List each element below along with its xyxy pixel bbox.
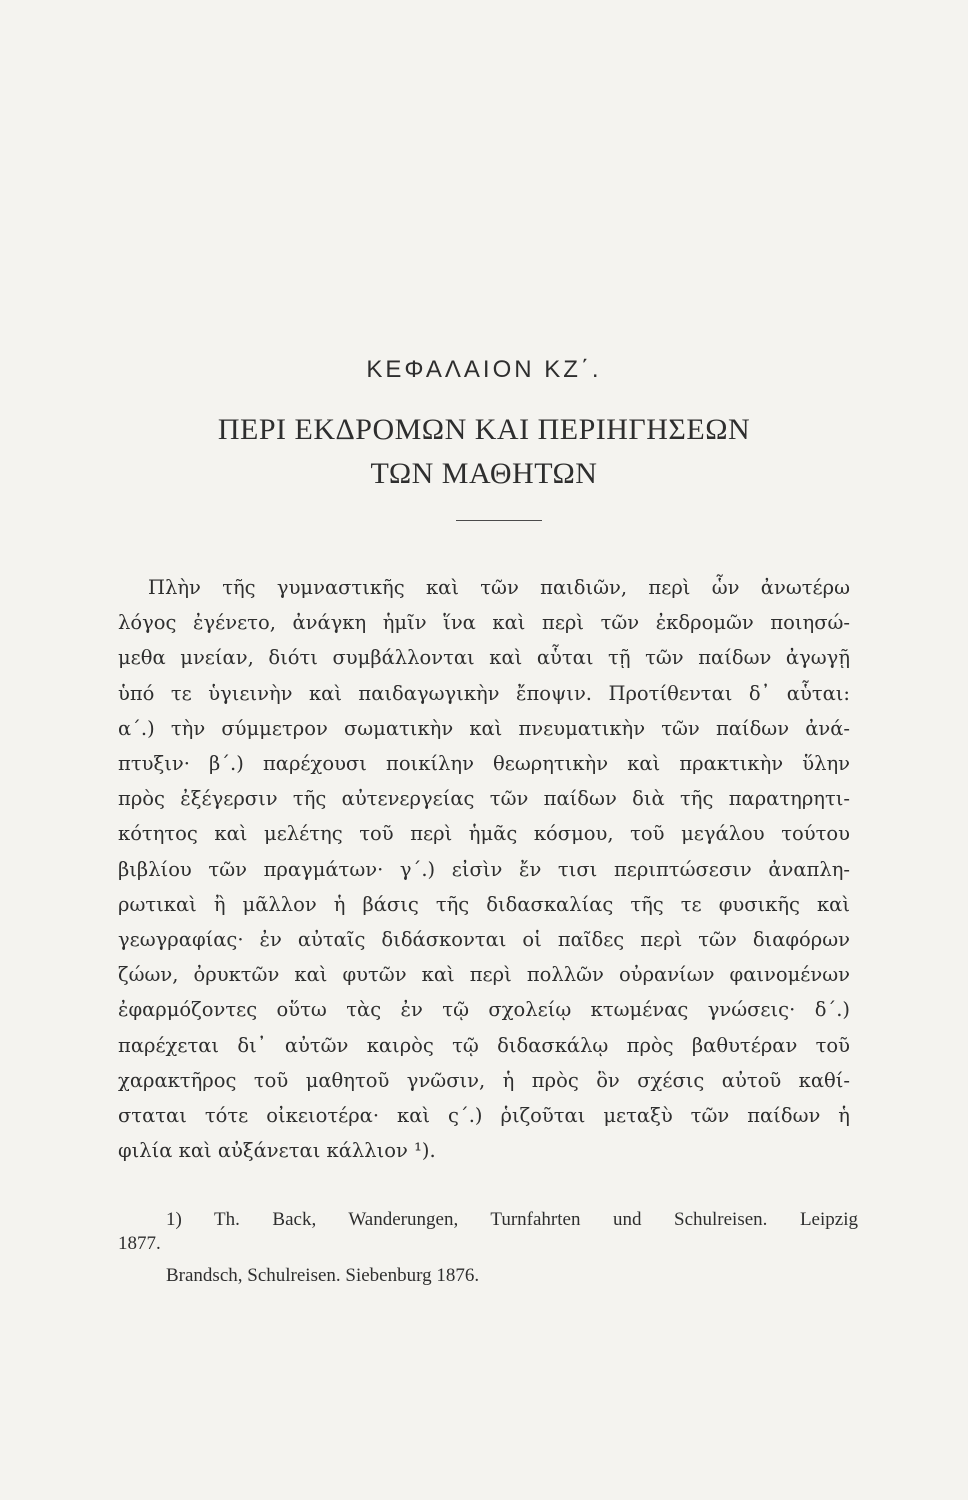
body-paragraph [118,570,850,1168]
text-line: ρωτικαὶ ἢ μᾶλλον ἡ βάσις τῆς διδασκαλίας τῆς τε φυσικῆς καὶ [118,892,850,916]
chapter-title [0,408,968,496]
text-line: ἐφαρμόζοντες οὕτω τὰς ἐν τῷ σχολείῳ κτωμένας γνώσεις· δ΄.) [118,998,850,1022]
text-line: σταται τότε οἰκειοτέρα· καὶ ς΄.) ῥιζοῦται μεταξὺ τῶν παίδων ἡ [118,1104,850,1128]
text-line: Πλὴν τῆς γυμναστικῆς καὶ τῶν παιδιῶν, περὶ ὧν ἀνωτέρω [148,576,850,599]
text-line: λόγος ἐγένετο, ἀνάγκη ἡμῖν ἵνα καὶ περὶ τῶν ἐκδρομῶν ποιησώ- [118,611,850,635]
text-line: πτυξιν· β΄.) παρέχουσι ποικίλην θεωρητικὴν καὶ πρακτικὴν ὕλην [118,752,850,776]
text-line: ζώων, ὀρυκτῶν καὶ φυτῶν καὶ περὶ πολλῶν οὐρανίων φαινομένων [118,963,850,987]
section-divider [456,520,542,521]
text-line: κότητος καὶ μελέτης τοῦ περὶ ἡμᾶς κόσμου, τοῦ μεγάλου τούτου [118,822,850,846]
text-line: φιλία καὶ αὐξάνεται κάλλιον ¹). [118,1139,436,1163]
text-line: γεωγραφίας· ἐν αὐταῖς διδάσκονται οἱ παῖδες περὶ τῶν διαφόρων [118,928,850,952]
text-line: α΄.) τὴν σύμμετρον σωματικὴν καὶ πνευματικὴν τῶν παίδων ἀνά- [118,716,850,740]
chapter-title-line: ΤΩΝ ΜΑΘΗΤΩΝ [370,457,598,490]
text-line: μεθα μνείαν, διότι συμβάλλονται καὶ αὗται τῇ τῶν παίδων ἀγωγῇ [118,646,850,670]
text-line: βιβλίου τῶν πραγμάτων· γ΄.) εἰσὶν ἔν τισι περιπτώσεσιν ἀναπλη- [118,857,850,881]
footnote-1: 1) Th. Back, Wanderungen, Turnfahrten und Schulreisen. Leipzig [166,1209,858,1230]
text-line: χαρακτῆρος τοῦ μαθητοῦ γνῶσιν, ἡ πρὸς ὃν σχέσις αὐτοῦ καθί- [118,1068,850,1092]
chapter-title-line: ΠΕΡΙ ΕΚΔΡΟΜΩΝ ΚΑΙ ΠΕΡΙΗΓΗΣΕΩΝ [217,413,751,446]
footnote-2: Brandsch, Schulreisen. Siebenburg 1876. [166,1265,480,1286]
text-line: πρὸς ἐξέγερσιν τῆς αὐτενεργείας τῶν παίδων διὰ τῆς παρατηρητι- [118,787,850,811]
footnotes [118,1208,858,1288]
text-line: ὑπό τε ὑγιεινὴν καὶ παιδαγωγικὴν ἔποψιν. Προτίθενται δ᾽ αὗται: [118,681,850,705]
chapter-label: ΚΕΦΑΛΑΙΟΝ ΚΖ΄. [366,356,602,383]
footnote-1-continuation: 1877. [118,1233,161,1254]
text-line: παρέχεται δι᾽ αὐτῶν καιρὸς τῷ διδασκάλῳ πρὸς βαθυτέραν τοῦ [118,1033,850,1057]
